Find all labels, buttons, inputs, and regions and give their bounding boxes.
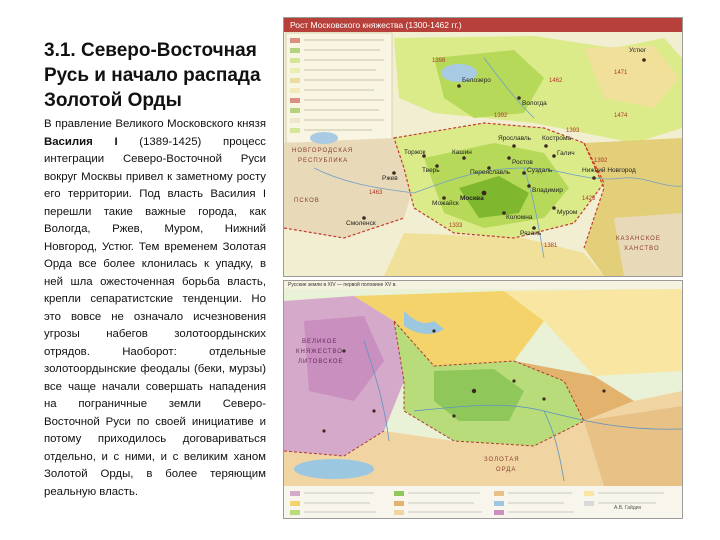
year-label: 1463	[369, 190, 383, 196]
russian-lands-map	[283, 280, 683, 519]
map-author-caption: А.В. Гайдин	[614, 505, 642, 511]
year-label: 1471	[614, 70, 628, 76]
year-label: 1381	[544, 243, 558, 249]
city-label: Коломна	[506, 214, 533, 221]
city-label: Можайск	[432, 200, 459, 207]
region-label: ВЕЛИКОЕ	[302, 339, 338, 345]
year-label: 1474	[614, 113, 628, 119]
top-map-title: Рост Московского княжества (1300-1462 гг.)	[284, 18, 682, 32]
city-label: Вологда	[522, 100, 547, 107]
city-label: Владимир	[532, 187, 563, 194]
city-label: Тверь	[422, 167, 440, 174]
year-label: 1333	[449, 223, 463, 229]
region-label: ПСКОВ	[294, 198, 320, 204]
city-label: Галич	[557, 150, 575, 157]
slide-body-text	[44, 116, 266, 501]
region-label: НОВГОРОДСКАЯ	[292, 148, 354, 154]
region-label: КАЗАНСКОЕ	[616, 236, 661, 242]
bottom-map-graphic	[284, 281, 682, 518]
body-text-before: В правление Великого Московского князя	[44, 118, 266, 130]
city-label: Торжок	[404, 149, 426, 156]
region-label: КНЯЖЕСТВО	[296, 349, 343, 355]
city-label: Белозеро	[462, 77, 491, 84]
slide-title: 3.1. Северо-Восточная Русь и начало распада Золотой Орды	[44, 40, 261, 111]
city-label: Кострома	[542, 135, 571, 142]
city-label: Рязань	[520, 230, 542, 237]
city-label: Москва	[460, 195, 484, 202]
region-label: ЗОЛОТАЯ	[484, 457, 520, 463]
city-label: Переяславль	[470, 169, 511, 176]
region-label: ЛИТОВСКОЕ	[298, 359, 344, 365]
region-label: ХАНСТВО	[624, 246, 660, 252]
body-text-bold-name: Василия I	[44, 135, 118, 148]
year-label: 1392	[594, 158, 608, 164]
bottom-map-title: Русские земли в XIV — первой половине XV в.	[288, 282, 397, 288]
city-label: Суздаль	[527, 167, 553, 174]
city-label: Муром	[557, 209, 578, 216]
year-label: 1398	[432, 58, 446, 64]
moscow-principality-growth-map	[283, 17, 683, 277]
body-text-after: (1389-1425) процесс интеграции Северо-Восточной Руси вокруг Москвы привел к заметному росту его территории. Под власть Василия I перешли такие важные города, как Вологда, Ржев, Муром, Нижний Новгород, Устюг. Тем временем Золотая Орда все более клонилась к упадку, в ней шла ожесточенная борьба власть, крепли сепаратистские тенденции. Но это вовсе не означало исчезновения угрозы набегов золотоордынских отрядов. Наоборот: отдельные золотоордынские феодалы (беки, мурзы) все чаще начали совершать нападения на пограничные земли Северо-Восточной Руси по своей инициативе и потому приходилось договариваться отдельно, и с ними, и с великим ханом Золотой Орды, в более теряющим реальную власть.	[44, 135, 266, 498]
year-label: 1462	[549, 78, 563, 84]
region-label: ОРДА	[496, 467, 517, 473]
city-label: Ржев	[382, 175, 398, 182]
city-label: Смоленск	[346, 220, 376, 227]
year-label: 1425	[582, 196, 596, 202]
city-label: Нижний Новгород	[582, 167, 636, 174]
city-label: Ростов	[512, 159, 533, 166]
city-label: Ярославль	[498, 135, 532, 142]
year-label: 1393	[566, 128, 580, 134]
city-label: Кашин	[452, 149, 472, 156]
city-label: Устюг	[629, 47, 647, 54]
region-label: РЕСПУБЛИКА	[298, 158, 349, 164]
year-label: 1392	[494, 113, 508, 119]
